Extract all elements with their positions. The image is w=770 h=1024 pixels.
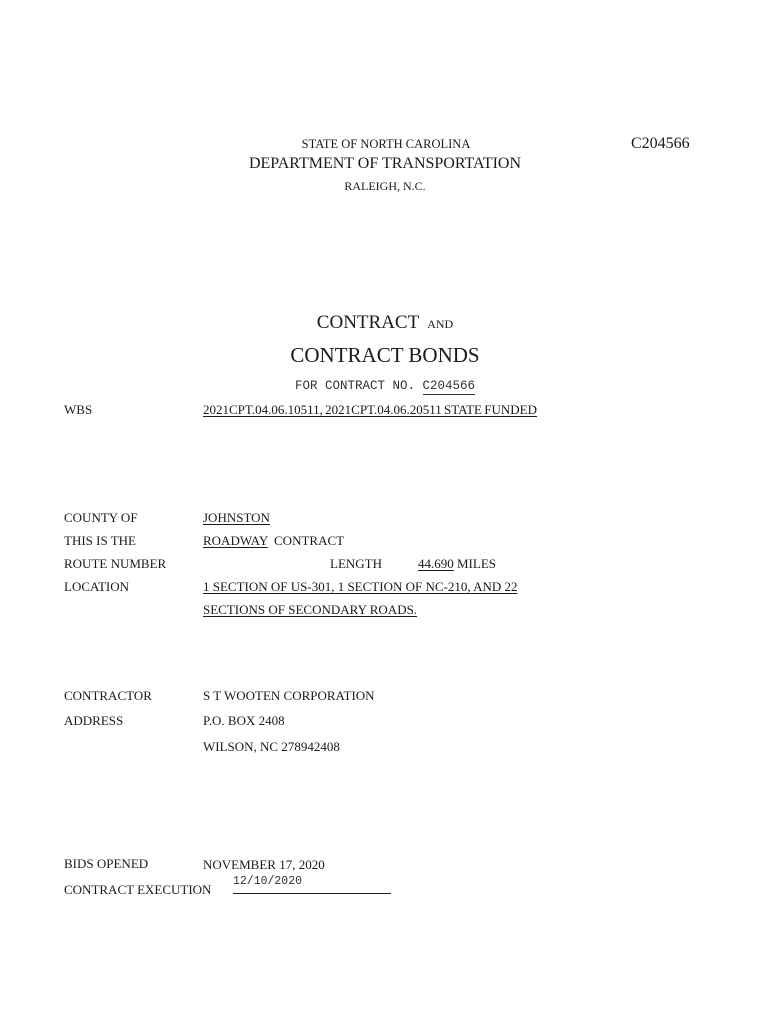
contract-type-word: CONTRACT <box>274 533 345 548</box>
length-value: 44.690 <box>418 556 454 571</box>
length-label: LENGTH <box>330 556 382 571</box>
address-line-2: WILSON, NC 278942408 <box>203 739 340 754</box>
wbs-label: WBS <box>64 402 93 417</box>
location-line-2: SECTIONS OF SECONDARY ROADS. <box>203 602 418 617</box>
length-line <box>418 556 496 572</box>
state-name: STATE OF NORTH CAROLINA <box>301 137 471 151</box>
contract-type-line <box>203 533 344 549</box>
contract-bonds-title: CONTRACT BONDS <box>290 343 480 367</box>
location-label: LOCATION <box>64 579 129 594</box>
and-word: AND <box>427 317 454 331</box>
for-contract-no-label: FOR CONTRACT NO. <box>294 379 415 393</box>
location-line-1: 1 SECTION OF US-301, 1 SECTION OF NC-210, AND 22 <box>203 579 518 594</box>
execution-signature-line <box>233 893 391 894</box>
contract-execution-value: 12/10/2020 <box>233 875 303 888</box>
contract-word: CONTRACT <box>316 312 420 333</box>
wbs-value: 2021CPT.04.06.10511, 2021CPT.04.06.20511 STATE FUNDED <box>203 402 537 417</box>
route-number-label: ROUTE NUMBER <box>64 556 167 571</box>
contract-title-line <box>0 312 770 334</box>
city-name: RALEIGH, N.C. <box>344 179 426 193</box>
address-line-1: P.O. BOX 2408 <box>203 713 285 728</box>
contractor-name: S T WOOTEN CORPORATION <box>203 688 375 703</box>
address-label: ADDRESS <box>64 713 124 728</box>
contract-type-value: ROADWAY <box>203 533 268 548</box>
contract-id-corner: C204566 <box>631 135 690 152</box>
department-name: DEPARTMENT OF TRANSPORTATION <box>248 155 522 172</box>
bids-opened-label: BIDS OPENED <box>64 856 149 871</box>
this-is-the-label: THIS IS THE <box>64 533 136 548</box>
contract-execution-label: CONTRACT EXECUTION <box>64 882 212 897</box>
county-label: COUNTY OF <box>64 510 138 525</box>
length-unit: MILES <box>457 556 496 571</box>
for-contract-no-value: C204566 <box>422 379 476 393</box>
contractor-label: CONTRACTOR <box>64 688 152 703</box>
county-value: JOHNSTON <box>203 510 270 525</box>
bids-opened-value: NOVEMBER 17, 2020 <box>203 857 325 872</box>
for-contract-no-line <box>0 379 770 393</box>
